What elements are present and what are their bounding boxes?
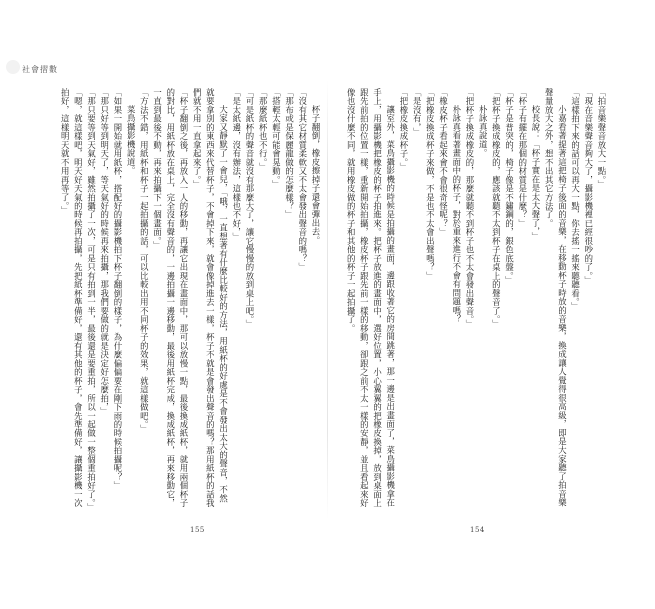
paragraph: 「把杯子換成橡皮的，那麼就聽不到杯子也不太會發出聲音。」: [464, 88, 475, 329]
paragraph: 「那只要等到天氣好，雖然拍攝了一次，可是只有拍到一半，最後還是要重拍，所以一起做一整個重拍好了。」: [86, 88, 97, 513]
paragraph: 「杯子有擺在那個的材質是什麼？」: [517, 88, 528, 228]
paragraph: 朴詠真說道。: [478, 104, 489, 158]
paragraph: 「把橡皮換成杯子來做，不是也不太會出聲嗎？」: [425, 88, 436, 281]
page-edge-mark: [6, 60, 20, 74]
right-page-text: [346, 88, 608, 508]
paragraph: 讓室外，菜鳥攝影機的時候是拍攝的畫面，邊跟收著它的房間跳著，那一邊是出畫面了，菜鳥攝影機拿在手上，用攝影機把橡皮的杯子拍進來。把杯子放進的畫面中，選好位置，小心翼翼的把橡皮換掉，放到桌面上跟先前拍的位置一樣，重新開始拍攝，橡皮杯子跟先前一樣的移動，卻跟之前不太一樣的安靜，並且看起來好像也沒什麼不同，就用橡皮做的杯子和其他的杯子一起拍攝了。: [346, 88, 396, 508]
paragraph: 「嗯，就這樣吧，明天好天氣的時候再拍攝，先把紙杯準備好，還有其他的杯子，會先準備好，讓攝影機一次拍好，這樣明天就不用再等了。」: [60, 88, 84, 508]
left-page-text: [60, 88, 322, 513]
paragraph: 「是沒有，」: [412, 88, 423, 137]
paragraph: 「那麼紙杯也不行。」: [258, 88, 269, 172]
gutter: [327, 80, 328, 520]
paragraph: 「沒有其它材質柔軟又不太會發出聲音的嗎？」: [297, 88, 308, 272]
paragraph: 「杯子是普突的，椅子像是不鏽鋼的，銀色底盤。」: [504, 88, 515, 285]
paragraph: 「杯子翻倒之後，再放入一人的移動，再讓它出現在畫面中，那可以放慢一點，最後換成紙杯，就用兩個杯子的對比，用紙杯放在桌上，完全沒有聲音的，一邊拍攝一邊移動，最後用紙杯完成，換成紙杯，再來移動它，一直到最後不動，再來拍攝下一個畫面。」: [152, 88, 189, 508]
paragraph: 菜鳥攝影機說道。: [126, 104, 137, 175]
paragraph: 「拍音樂聲音放大一點。」: [597, 88, 607, 189]
paragraph: 「橡皮杯子看起來會不會很奇怪呢？」: [438, 88, 449, 237]
paragraph: 「那布或是保麗龍做的怎麼樣？」: [284, 88, 295, 220]
paragraph: 「搭輕太輕可能會晃動。」: [271, 88, 282, 189]
paragraph: 大家又靜默了一會兒，「哦，一直想著有什麼比較好的方法，用紙杯的好處是不會發出太大的聲音，不然就要拿別的東西來代替杯子，不會掉下來，就會像掉進去一樣，杯子不就是會發出聲音的嗎？那用紙杯的話我們就不用一直拿起來了。」: [192, 88, 229, 508]
paragraph: 「把杯子換成橡皮的，應該就聽不太到杯子在桌上的聲音了。」: [491, 88, 502, 329]
right-page: [346, 88, 608, 508]
folio-right: 154: [470, 526, 485, 534]
paragraph: 杯子翻倒，橡皮擦掉子還會彈出去。: [311, 104, 321, 245]
left-page: [60, 88, 322, 513]
paragraph: 「是太紙邊，沒有辦法，這樣也不好，」: [231, 88, 242, 242]
paragraph: 「把橡皮換成杯子。」: [398, 88, 409, 172]
paragraph: 「如果一開始就用紙杯，搭配好的攝影機拍下杯子翻倒的樣子，為什麼偏偏要在剛下雨的時候拍攝呢？」: [112, 88, 123, 491]
paragraph: 朴詠真看著畫面中的杯子，對於重來進行不會有問題嗎？: [451, 104, 462, 324]
paragraph: 「那只好等到明天了，等天氣好的時候再來拍攝，那我們要做的就是決定好怎麼拍，」: [99, 88, 110, 416]
paragraph: 「可是紙杯的聲音就沒有那麼大了，讓它慢慢的放到桌上吧。」: [244, 88, 255, 329]
paragraph: 「現在音樂聲音夠大了，攝影機裡已經很吵的了。」: [583, 88, 594, 285]
folio-left: 155: [190, 526, 205, 534]
running-head: 社會摺數: [22, 65, 58, 74]
paragraph: 「方法不錯，用紙杯和杯子一起拍攝的話，可以比較出用不同杯子的效果，就這樣做吧。」: [139, 88, 150, 434]
paragraph: 「這樣拍下來的話可以再大一點，你去搖一搖來聽聽看。」: [570, 88, 581, 312]
paragraph: 小嘉看著提著這把椅子後面的音樂，在移動杯子時放的音樂，換成讓人覺得很高級，即是大家聽了拍音樂聲量放大之外，想不出其它方法了。: [544, 88, 568, 507]
paragraph: 校長說：「杯子實在是太大聲了，」: [530, 104, 541, 241]
